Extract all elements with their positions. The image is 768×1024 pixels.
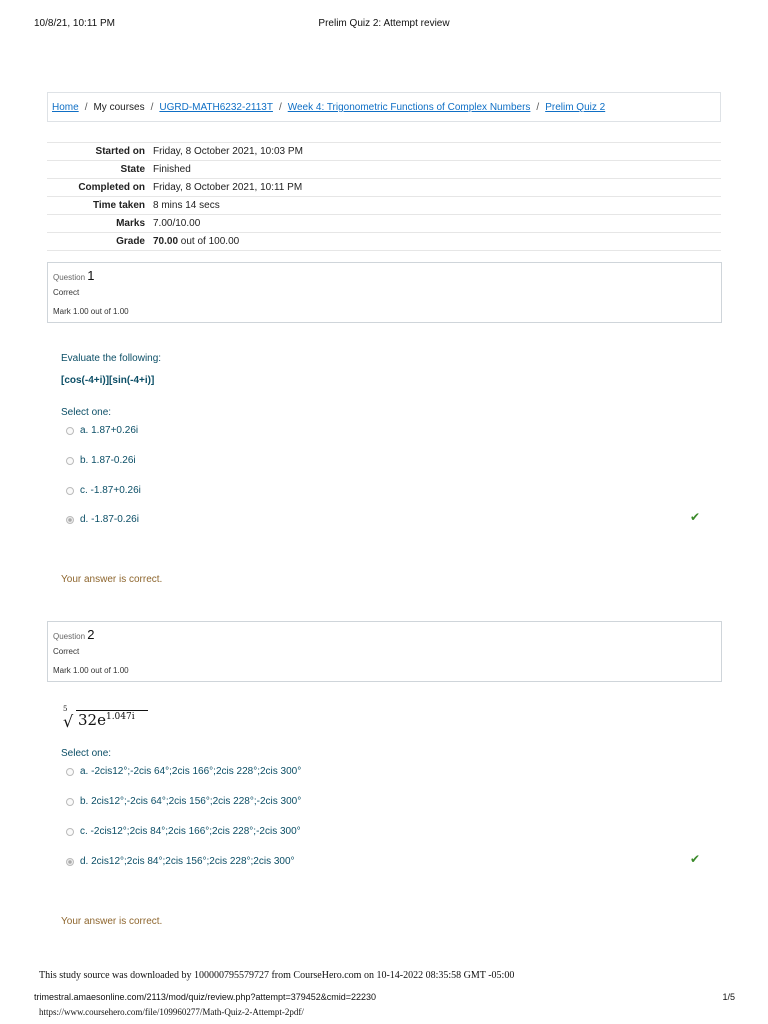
grade-score: 70.00 [153,236,179,247]
print-footer-url: trimestral.amaesonline.com/2113/mod/quiz/review.php?attempt=379452&cmid=22230 [34,992,377,1002]
question-state: Correct [53,647,80,656]
question-number [53,627,95,642]
breadcrumb [47,92,721,122]
summary-row-time-taken [47,197,721,215]
question-number-value: 2 [87,627,95,642]
root-index: 5 [63,705,68,713]
question-mark: Mark 1.00 out of 1.00 [53,307,129,316]
print-title: Prelim Quiz 2: Attempt review [318,18,450,29]
checkmark-icon: ✔ [690,852,701,866]
select-one-label: Select one: [61,407,112,418]
coursehero-url: https://www.coursehero.com/file/109960277/Math-Quiz-2-Attempt-2pdf/ [39,1007,304,1017]
question-1-option-c[interactable] [66,485,141,496]
question-1-option-a[interactable] [66,425,138,436]
radio-button[interactable] [66,487,74,495]
summary-label: Started on [47,143,153,161]
question-1-expression: [cos(-4+i)][sin(-4+i)] [61,375,155,386]
question-2-option-c[interactable] [66,826,301,837]
question-1-info [47,262,722,323]
select-one-label: Select one: [61,748,112,759]
summary-label: Marks [47,215,153,233]
question-2-option-b[interactable] [66,796,301,807]
question-prefix: Question [53,273,86,282]
question-2-info [47,621,722,682]
breadcrumb-separator: / [150,102,154,113]
question-2-option-d[interactable] [66,856,295,867]
breadcrumb-separator: / [536,102,540,113]
attempt-summary-table [47,142,721,251]
summary-label: Completed on [47,179,153,197]
grade-out-of: out of 100.00 [178,236,240,247]
summary-row-state [47,161,721,179]
breadcrumb-separator: / [278,102,282,113]
radicand-base: 32e [78,711,106,729]
breadcrumb-course-link[interactable]: UGRD-MATH6232-2113T [159,102,273,113]
breadcrumb-home-link[interactable]: Home [52,102,79,113]
option-label: c. -2cis12°;2cis 84°;2cis 166°;2cis 228°;-2cis 300° [80,826,301,837]
radio-button-selected[interactable] [66,858,74,866]
breadcrumb-separator: / [84,102,88,113]
download-source-note: This study source was downloaded by 100000795579727 from CourseHero.com on 10-14-2022 08:35:58 GMT -05:00 [39,970,515,981]
summary-value: Finished [153,161,721,179]
breadcrumb-week-link[interactable]: Week 4: Trigonometric Functions of Complex Numbers [287,102,531,113]
option-label: a. 1.87+0.26i [80,425,139,436]
option-label: d. -1.87-0.26i [80,514,139,525]
summary-row-grade [47,233,721,251]
question-prefix: Question [53,632,86,641]
summary-value: 7.00/10.00 [153,215,721,233]
radio-button[interactable] [66,427,74,435]
option-label: a. -2cis12°;-2cis 64°;2cis 166°;2cis 228°;2cis 300° [80,766,302,777]
radio-button[interactable] [66,457,74,465]
question-mark: Mark 1.00 out of 1.00 [53,666,129,675]
radio-button[interactable] [66,768,74,776]
question-2-math-expression [61,706,151,730]
question-number-value: 1 [87,268,95,283]
summary-value: 8 mins 14 secs [153,197,721,215]
summary-label: Time taken [47,197,153,215]
question-2-feedback: Your answer is correct. [61,916,163,927]
option-label: b. 1.87-0.26i [80,455,136,466]
summary-label: Grade [47,233,153,251]
question-1-option-d[interactable] [66,514,139,525]
question-number [53,268,95,283]
summary-value [153,233,721,251]
question-1-option-b[interactable] [66,455,136,466]
radicand [78,711,135,729]
question-2-option-a[interactable] [66,766,301,777]
breadcrumb-my-courses: My courses [93,102,145,113]
summary-value: Friday, 8 October 2021, 10:03 PM [153,143,721,161]
radio-button[interactable] [66,798,74,806]
print-header [34,18,734,32]
page-number: 1/5 [722,992,735,1002]
option-label: d. 2cis12°;2cis 84°;2cis 156°;2cis 228°;2cis 300° [80,856,295,867]
summary-label: State [47,161,153,179]
summary-row-started [47,143,721,161]
question-state: Correct [53,288,80,297]
summary-row-completed [47,179,721,197]
radicand-exponent: 1.047i [105,712,135,722]
radio-button-selected[interactable] [66,516,74,524]
question-1-feedback: Your answer is correct. [61,574,163,585]
summary-value: Friday, 8 October 2021, 10:11 PM [153,179,721,197]
question-1-text: Evaluate the following: [61,353,162,364]
checkmark-icon: ✔ [690,510,701,524]
option-label: b. 2cis12°;-2cis 64°;2cis 156°;2cis 228°;-2cis 300° [80,796,302,807]
summary-row-marks [47,215,721,233]
radical-sign-icon: √ [63,712,74,731]
print-datetime: 10/8/21, 10:11 PM [34,18,115,29]
breadcrumb-quiz-link[interactable]: Prelim Quiz 2 [545,102,606,113]
option-label: c. -1.87+0.26i [80,485,141,496]
radio-button[interactable] [66,828,74,836]
